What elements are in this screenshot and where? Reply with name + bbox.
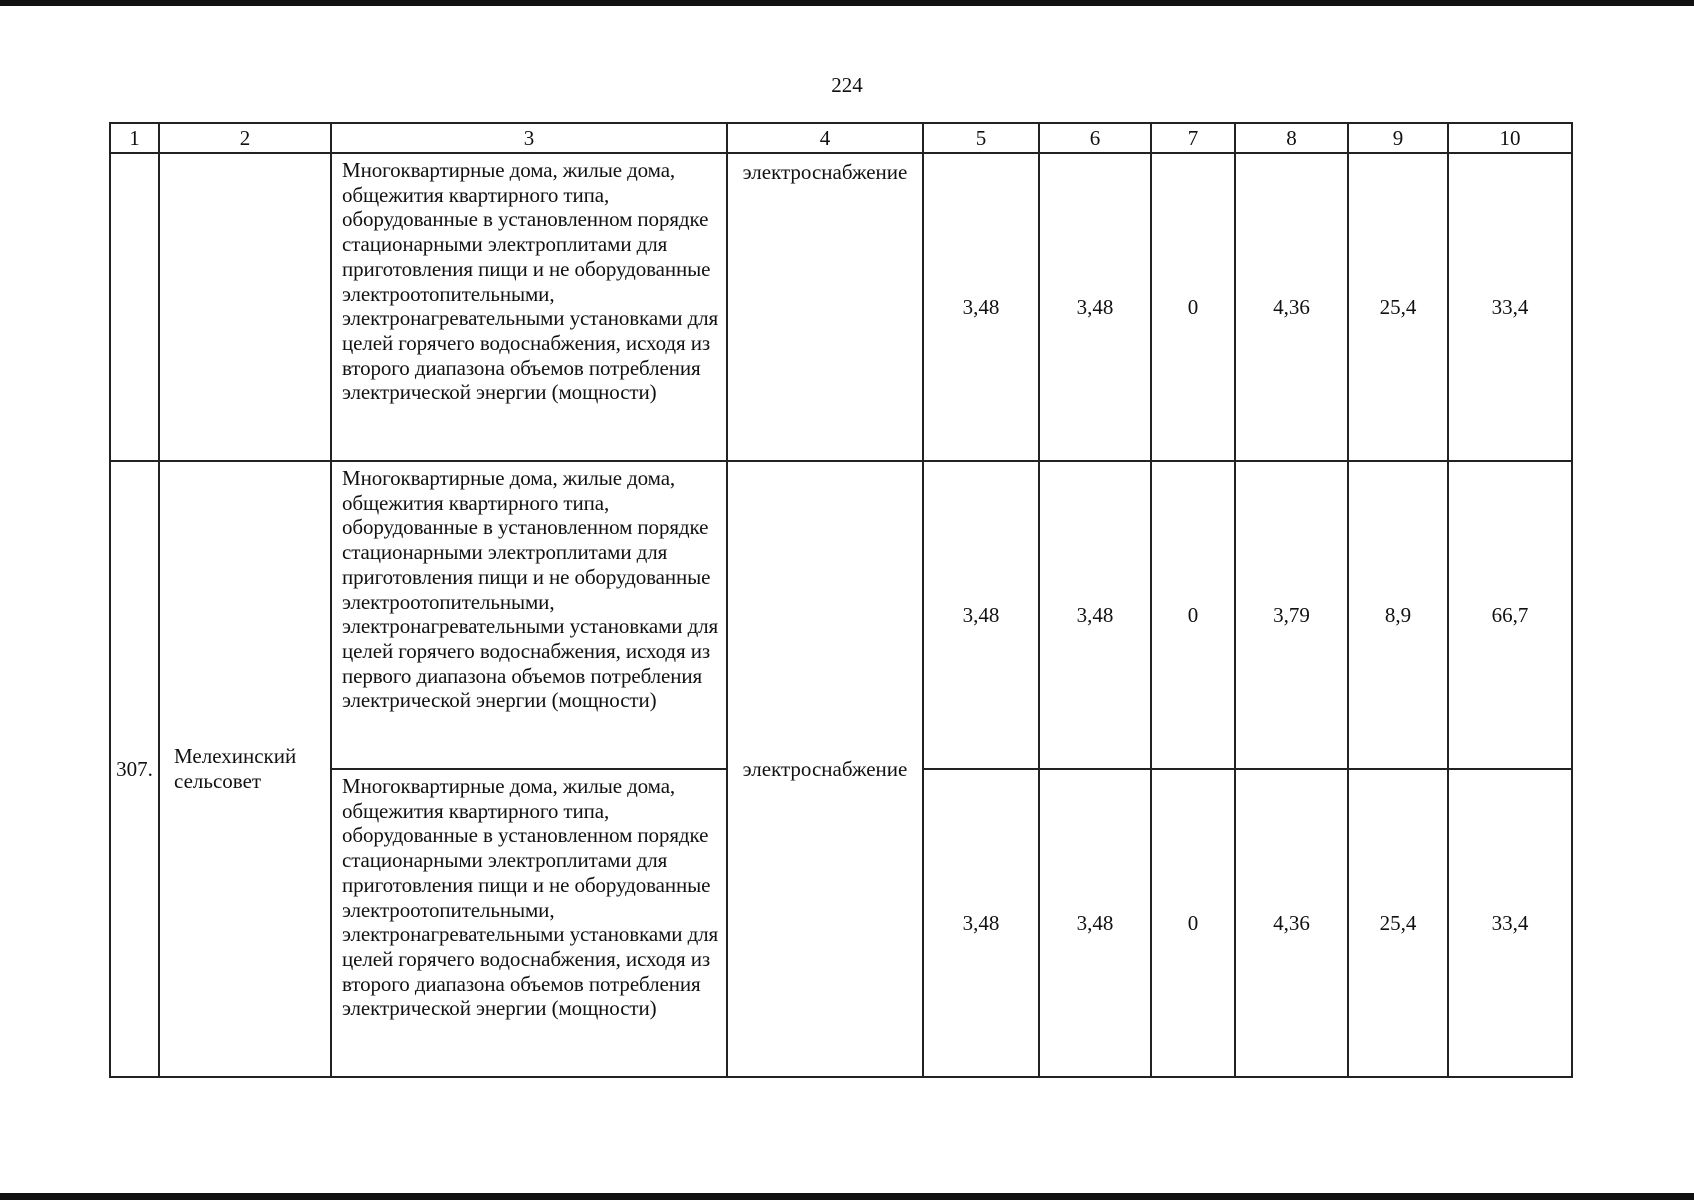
value-cell: 33,4 xyxy=(1448,153,1572,461)
column-header: 6 xyxy=(1039,123,1151,153)
value-cell: 25,4 xyxy=(1348,769,1448,1077)
value-cell: 33,4 xyxy=(1448,769,1572,1077)
value-cell: 4,36 xyxy=(1235,153,1348,461)
scan-border-top xyxy=(0,0,1694,6)
value-cell: 3,79 xyxy=(1235,461,1348,769)
value-cell: 66,7 xyxy=(1448,461,1572,769)
consumer-category-cell: Многоквартирные дома, жилые дома, общежития квартирного типа, оборудованные в установленном порядке стационарными электроплитами для приготовления пищи и не оборудованные электроотопительными, электронагревательными установками для целей горячего водоснабжения, исходя из второго диапазона объемов потребления электрической энергии (мощности) xyxy=(331,153,727,461)
value-cell: 3,48 xyxy=(923,769,1039,1077)
table-row xyxy=(110,461,1572,769)
row-number-cell xyxy=(110,153,159,461)
value-cell: 0 xyxy=(1151,461,1235,769)
column-header: 9 xyxy=(1348,123,1448,153)
scan-border-bottom xyxy=(0,1193,1694,1200)
value-cell: 4,36 xyxy=(1235,769,1348,1077)
column-header: 5 xyxy=(923,123,1039,153)
column-header: 8 xyxy=(1235,123,1348,153)
column-header: 7 xyxy=(1151,123,1235,153)
consumer-category-cell: Многоквартирные дома, жилые дома, общежития квартирного типа, оборудованные в установленном порядке стационарными электроплитами для приготовления пищи и не оборудованные электроотопительными, электронагревательными установками для целей горячего водоснабжения, исходя из первого диапазона объемов потребления электрической энергии (мощности) xyxy=(331,461,727,769)
column-header: 3 xyxy=(331,123,727,153)
consumer-category-cell: Многоквартирные дома, жилые дома, общежития квартирного типа, оборудованные в установленном порядке стационарными электроплитами для приготовления пищи и не оборудованные электроотопительными, электронагревательными установками для целей горячего водоснабжения, исходя из второго диапазона объемов потребления электрической энергии (мощности) xyxy=(331,769,727,1077)
value-cell: 3,48 xyxy=(923,153,1039,461)
service-type-cell: электроснабжение xyxy=(727,153,923,461)
settlement-cell: Мелехинский сельсовет xyxy=(159,461,331,1077)
value-cell: 3,48 xyxy=(1039,769,1151,1077)
value-cell: 8,9 xyxy=(1348,461,1448,769)
service-type-cell: электроснабжение xyxy=(727,461,923,1077)
table-header-row xyxy=(110,123,1572,153)
value-cell: 3,48 xyxy=(1039,153,1151,461)
page-number: 224 xyxy=(831,73,863,97)
row-number-cell: 307. xyxy=(110,461,159,1077)
column-header: 1 xyxy=(110,123,159,153)
value-cell: 3,48 xyxy=(1039,461,1151,769)
value-cell: 25,4 xyxy=(1348,153,1448,461)
column-header: 4 xyxy=(727,123,923,153)
column-header: 10 xyxy=(1448,123,1572,153)
tariff-table xyxy=(109,122,1573,1078)
table-row xyxy=(110,153,1572,461)
settlement-cell xyxy=(159,153,331,461)
value-cell: 3,48 xyxy=(923,461,1039,769)
column-header: 2 xyxy=(159,123,331,153)
value-cell: 0 xyxy=(1151,769,1235,1077)
value-cell: 0 xyxy=(1151,153,1235,461)
